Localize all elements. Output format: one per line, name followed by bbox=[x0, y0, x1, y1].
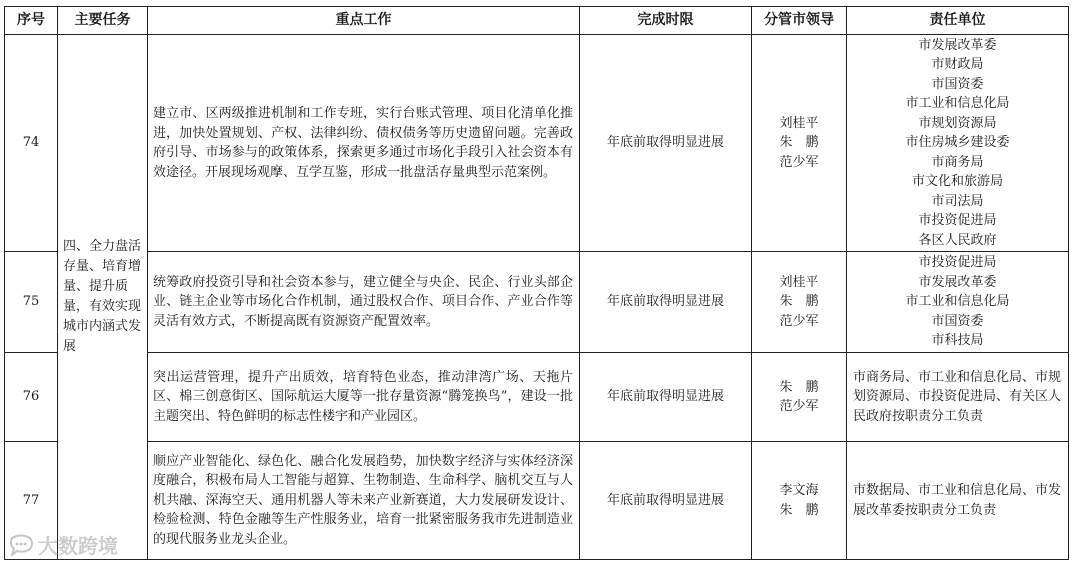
table-row-74 bbox=[5, 35, 1069, 252]
unit-name: 市文化和旅游局 bbox=[911, 174, 1003, 190]
row-deadline: 年底前取得明显进展 bbox=[580, 442, 752, 560]
leader-name: 朱 鹏 bbox=[779, 502, 819, 518]
unit-name: 市司法局 bbox=[931, 193, 984, 209]
row-work: 顺应产业智能化、绿色化、融合化发展趋势，加快数字经济与实体经济深度融合，积极布局人工智能与超算、生物制造、生命科学、脑机交互与人机共融、深海空天、通用机器人等未来产业新赛道，大力发展研发设计、检验检测、特色金融等生产性服务业，培育一批紧密服务我市先进制造业的现代服务业龙头企业。 bbox=[148, 442, 580, 560]
unit-name: 市国资委 bbox=[931, 76, 984, 92]
task-table bbox=[4, 6, 1069, 560]
unit-name: 市投资促进局 bbox=[918, 255, 997, 271]
leader-name: 朱 鹏 bbox=[779, 135, 819, 151]
unit-name: 市投资促进局 bbox=[918, 213, 997, 229]
unit-name: 市住房城乡建设委 bbox=[905, 135, 1010, 151]
leader-name: 朱 鹏 bbox=[779, 294, 819, 310]
table-row-77 bbox=[5, 442, 1069, 560]
unit-name: 市发展改革委 bbox=[918, 274, 997, 290]
unit-name: 市规划资源局 bbox=[918, 115, 997, 131]
unit-name: 市发展改革委 bbox=[918, 37, 997, 53]
leader-name: 李文海 bbox=[779, 483, 819, 498]
row-work: 统筹政府投资引导和社会资本参与，建立健全与央企、民企、行业头部企业、链主企业等市场化合作机制，通过股权合作、项目合作、产业合作等灵活有效方式，不断提高既有资源资产配置效率。 bbox=[148, 252, 580, 353]
table-row-75 bbox=[5, 252, 1069, 353]
unit-name: 市工业和信息化局 bbox=[905, 96, 1010, 112]
row-leaders bbox=[752, 252, 847, 353]
row-seq: 75 bbox=[5, 252, 58, 353]
header-seq: 序号 bbox=[5, 7, 58, 35]
leader-name: 朱 鹏 bbox=[779, 379, 819, 395]
row-deadline: 年底前取得明显进展 bbox=[580, 353, 752, 442]
header-work: 重点工作 bbox=[148, 7, 580, 35]
header-unit: 责任单位 bbox=[847, 7, 1069, 35]
unit-name: 市财政局 bbox=[931, 57, 984, 73]
header-task: 主要任务 bbox=[58, 7, 148, 35]
row-units: 市商务局、市工业和信息化局、市规划资源局、市投资促进局、有关区人民政府按职责分工负责 bbox=[847, 353, 1069, 442]
leader-name: 范少军 bbox=[779, 399, 819, 414]
row-units bbox=[847, 252, 1069, 353]
leader-name: 范少军 bbox=[779, 313, 819, 329]
unit-name: 各区人民政府 bbox=[918, 232, 997, 248]
leader-name: 刘桂平 bbox=[779, 274, 819, 290]
watermark bbox=[8, 530, 118, 559]
table-header-row bbox=[5, 7, 1069, 35]
chat-bubble-icon bbox=[8, 534, 34, 556]
row-deadline: 年底前取得明显进展 bbox=[580, 252, 752, 353]
unit-name: 市国资委 bbox=[931, 313, 984, 329]
row-leaders bbox=[752, 353, 847, 442]
row-deadline: 年底前取得明显进展 bbox=[580, 35, 752, 252]
watermark-text: 大数跨境 bbox=[38, 534, 118, 558]
row-work: 突出运营管理，提升产出质效，培育特色业态，推动津湾广场、天拖片区、棉三创意街区、国际航运大厦等一批存量资源“腾笼换鸟”，建设一批主题突出、特色鲜明的标志性楼宇和产业园区。 bbox=[148, 353, 580, 442]
row-work: 建立市、区两级推进机制和工作专班，实行台账式管理、项目化清单化推进，加快处置规划、产权、法律纠纷、债权债务等历史遗留问题。完善政府引导、市场参与的政策体系，探索更多通过市场化手段引入社会资本有效途径。开展现场观摩、互学互鉴，形成一批盘活存量典型示范案例。 bbox=[148, 35, 580, 252]
unit-name: 市工业和信息化局 bbox=[905, 294, 1010, 310]
row-seq: 74 bbox=[5, 35, 58, 252]
row-units: 市数据局、市工业和信息化局、市发展改革委按职责分工负责 bbox=[847, 442, 1069, 560]
row-seq: 77 bbox=[5, 442, 58, 560]
header-deadline: 完成时限 bbox=[580, 7, 752, 35]
row-units bbox=[847, 35, 1069, 252]
unit-name: 市商务局 bbox=[931, 154, 984, 170]
row-leaders bbox=[752, 35, 847, 252]
unit-name: 市科技局 bbox=[931, 333, 984, 349]
task-group-cell: 四、全力盘活存量、培育增量、提升质量，有效实现城市内涵式发展 bbox=[58, 35, 148, 560]
leader-name: 范少军 bbox=[779, 154, 819, 170]
leader-name: 刘桂平 bbox=[779, 115, 819, 131]
header-leader: 分管市领导 bbox=[752, 7, 847, 35]
table-row-76 bbox=[5, 353, 1069, 442]
row-seq: 76 bbox=[5, 353, 58, 442]
row-leaders bbox=[752, 442, 847, 560]
